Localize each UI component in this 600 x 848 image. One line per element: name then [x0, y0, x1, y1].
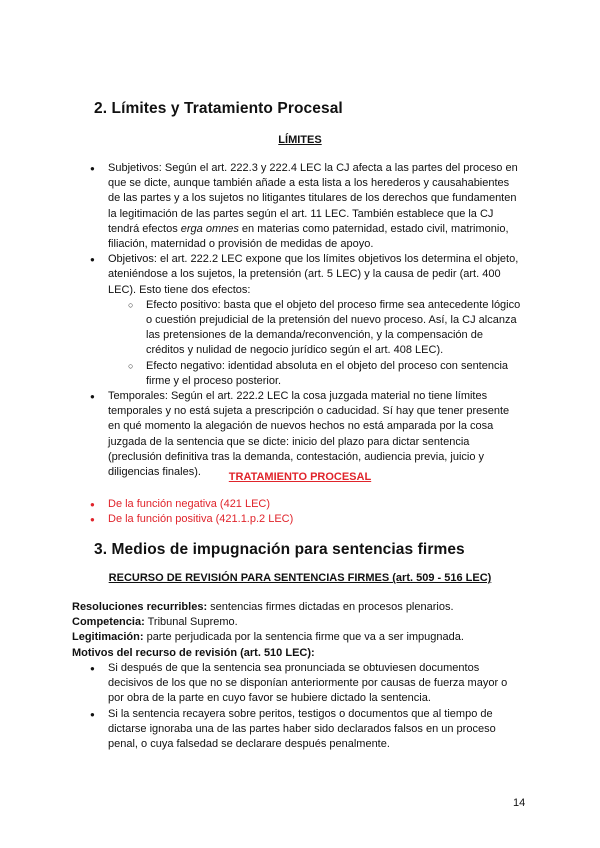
tratamiento-list — [90, 497, 522, 527]
bullet-subjetivos-text-after: en materias como paternidad, estado civil, matrimonio, filiación, maternidad o provisión de medidas de apoyo. — [108, 222, 509, 251]
field-row — [72, 630, 528, 645]
objetivos-sublist — [108, 298, 522, 389]
bullet-subjetivos-text-before: Subjetivos: Según el art. 222.3 y 222.4 LEC la CJ afecta a las partes del proceso en que se dicte, aunque también añade a esta lista a los herederos y causahabientes de las partes y a los sujetos no litigantes titulares de los derechos que fundamenten la legitimación de las partes según el art. 11 LEC. También establece que la CJ tendrá efectos — [108, 162, 518, 235]
field-row — [72, 600, 528, 615]
tratamiento-heading: TRATAMIENTO PROCESAL — [228, 471, 372, 483]
field-value: sentencias firmes dictadas en procesos plenarios. — [207, 601, 454, 613]
list-item — [90, 389, 522, 480]
bullet-objetivos-text: Objetivos: el art. 222.2 LEC expone que los límites objetivos los determina el objeto, ateniéndose a los sujetos, la pretensión (art. 5 LEC) y la causa de pedir (art. 400 LEC). Esto tiene dos efectos: — [108, 253, 519, 296]
list-item: ● Si la sentencia recayera sobre peritos, testigos o documentos que al tiempo de dictarse ignoraba una de las partes haber sido declarados falsos en un proceso penal, o cuya falsedad se declarare después penalmente. — [90, 707, 522, 753]
list-item: ○ Efecto negativo: identidad absoluta en el objeto del proceso con sentencia firme y el proceso posterior. — [126, 359, 522, 389]
list-item: ● De la función negativa (421 LEC) — [90, 497, 522, 512]
field-label: Motivos del recurso de revisión (art. 510 LEC): — [72, 646, 315, 659]
list-item: ● Si después de que la sentencia sea pronunciada se obtuviesen documentos decisivos de los que no se disponían anteriormente por causas de fuerza mayor o por obra de la parte en cuyo favor se hubiere dictado la sentencia. — [90, 661, 522, 707]
limites-heading: LÍMITES — [278, 134, 322, 146]
field-label: Competencia: — [72, 616, 145, 629]
list-item: ○ Efecto positivo: basta que el objeto del proceso firme sea antecedente lógico o cuestión prejudicial de la pretensión del nuevo proceso. Así, la CJ alcanza las pretensiones de la demanda/reconvención, y la compensación de créditos y nulidad de negocio jurídico según el art. 408 LEC). — [126, 298, 522, 359]
field-label: Legitimación: — [72, 631, 144, 644]
field-row — [72, 646, 528, 661]
recurso-revision-heading: RECURSO DE REVISIÓN PARA SENTENCIAS FIRMES (art. 509 - 516 LEC) — [108, 572, 492, 584]
field-row — [72, 615, 528, 630]
section-2-title: 2. Límites y Tratamiento Procesal — [94, 100, 343, 117]
recurso-details — [72, 600, 528, 661]
page-number: 14 — [513, 797, 526, 809]
bullet-subjetivos-italic: erga omnes — [180, 222, 239, 235]
list-item — [90, 161, 522, 252]
motivos-list — [90, 661, 522, 752]
section-3-title: 3. Medios de impugnación para sentencias firmes — [94, 541, 465, 558]
list-item: ● De la función positiva (421.1.p.2 LEC) — [90, 512, 522, 527]
field-label: Resoluciones recurribles: — [72, 601, 208, 613]
field-value: parte perjudicada por la sentencia firme que va a ser impugnada. — [143, 631, 464, 644]
list-item — [90, 252, 522, 389]
limites-list — [90, 161, 522, 480]
field-value: Tribunal Supremo. — [144, 616, 238, 629]
bullet-temporales-text: Temporales: Según el art. 222.2 LEC la cosa juzgada material no tiene límites temporales y no está sujeta a prescripción o caducidad. Sí hay que tener presente en qué momento la alegación de nuevos hechos no está amparada por la cosa juzgada de la sentencia que se dicte: inicio del plazo para dictar sentencia (preclusión definitiva tras la demanda, contestación, audiencia previa, juicio y diligencias finales). — [108, 390, 510, 479]
